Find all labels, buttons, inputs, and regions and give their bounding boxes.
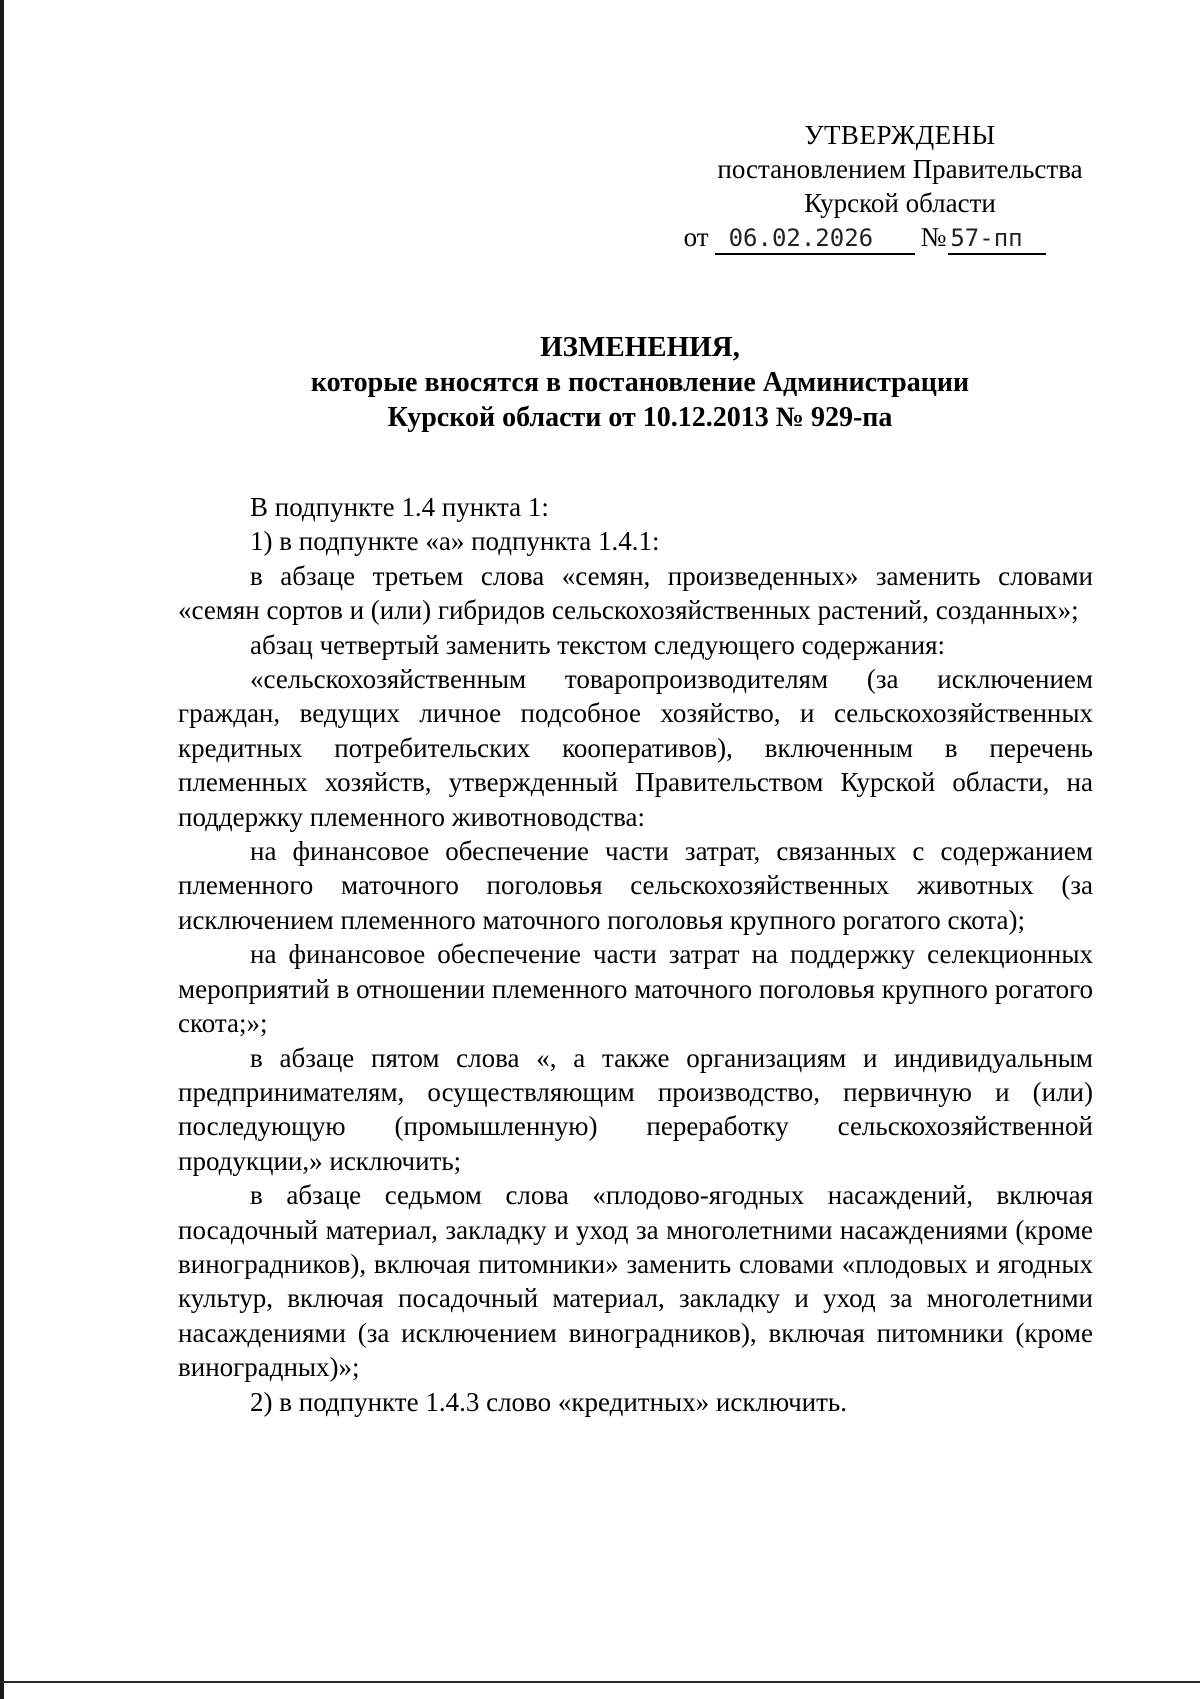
scan-left-edge <box>0 0 4 1699</box>
approval-number: 57-пп <box>948 223 1046 255</box>
approval-line-2: Курской области <box>804 188 996 218</box>
document-heading <box>180 330 1100 435</box>
document-body <box>178 490 1093 1419</box>
body-paragraph: на финансовое обеспечение части затрат на поддержку селекционных мероприятий в отношении племенного маточного поголовья крупного рогатого скота;»; <box>178 939 1093 1039</box>
approval-date-prefix: от <box>683 222 709 252</box>
body-paragraph: 1) в подпункте «а» подпункта 1.4.1: <box>250 526 660 557</box>
body-paragraph: в абзаце третьем слова «семян, произведенных» заменить словами «семян сортов и (или) гибридов сельскохозяйственных растений, созданных»; <box>178 560 1093 626</box>
heading-line-2: Курской области от 10.12.2013 № 929-па <box>387 402 893 433</box>
body-paragraph: абзац четвертый заменить текстом следующего содержания: <box>250 629 946 660</box>
approval-title: УТВЕРЖДЕНЫ <box>804 120 996 150</box>
body-paragraph: 2) в подпункте 1.4.3 слово «кредитных» исключить. <box>250 1386 847 1417</box>
heading-line-1: которые вносятся в постановление Администрации <box>310 367 970 398</box>
approval-number-sign: № <box>920 222 947 252</box>
heading-title: ИЗМЕНЕНИЯ, <box>540 331 740 363</box>
body-paragraph: на финансовое обеспечение части затрат, связанных с содержанием племенного маточного поголовья сельскохозяйственных животных (за исключением племенного маточного поголовья крупного рогатого скота); <box>178 836 1093 935</box>
body-paragraph: в абзаце пятом слова «, а также организациям и индивидуальным предпринимателям, осуществляющим производство, первичную и (или) последующую (промышленную) переработку сельскохозяйственной продукции,» исключить; <box>178 1042 1093 1176</box>
approval-date-number-line <box>620 220 1110 255</box>
approval-line-1: постановлением Правительства <box>717 154 1083 184</box>
scan-bottom-edge <box>0 1681 1200 1683</box>
approval-date: 06.02.2026 <box>715 223 915 255</box>
approval-stamp-block <box>683 118 1110 255</box>
body-paragraph: В подпункте 1.4 пункта 1: <box>250 492 549 522</box>
body-paragraph: «сельскохозяйственным товаропроизводителям (за исключением граждан, ведущих личное подсобное хозяйство, и сельскохозяйственных кредитных потребительских кооперативов), включенным в перечень племенных хозяйств, утвержденный Правительством Курской области, на поддержку племенного животноводства: <box>178 664 1093 832</box>
body-paragraph: в абзаце седьмом слова «плодово-ягодных насаждений, включая посадочный материал, закладку и уход за многолетними насаждениями (кроме виноградников), включая питомники» заменить словами «плодовых и ягодных культур, включая посадочный материал, закладку и уход за многолетними насаждениями (за исключением виноградников), включая питомники (кроме виноградных)»; <box>178 1180 1093 1383</box>
